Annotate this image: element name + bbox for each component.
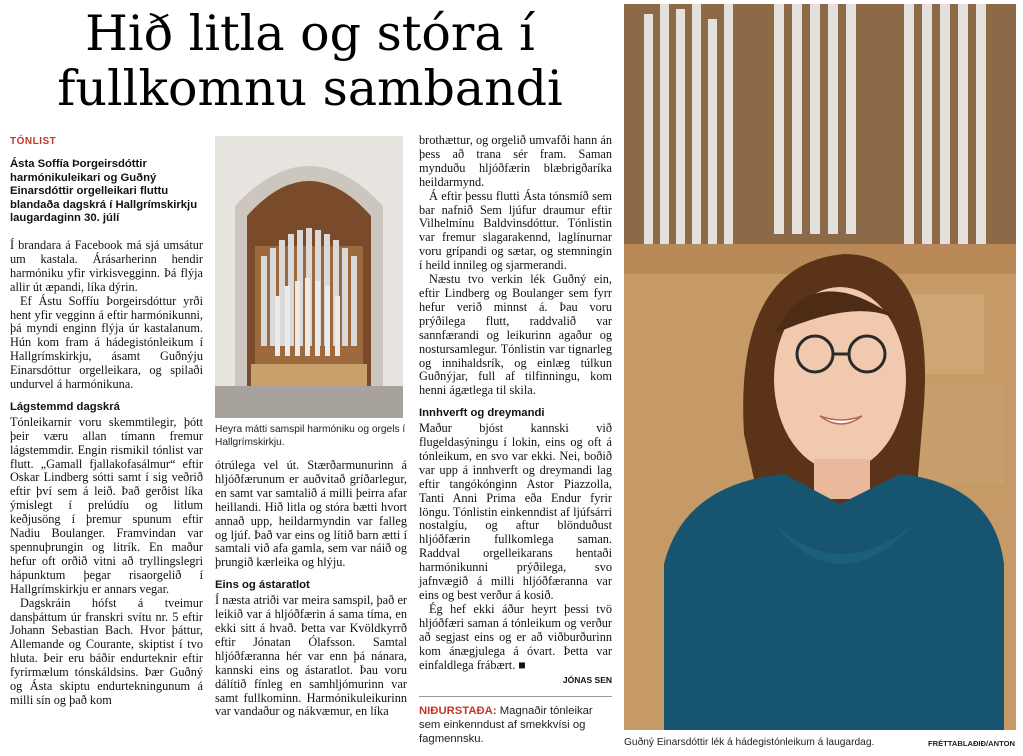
portrait-illustration <box>624 4 1016 730</box>
paragraph: Dagskráin hófst á tveimur dansþáttum úr franskri svítu nr. 5 eftir Johann Sebastian Bach. Hvor þáttur, Allemande og Courante, skiptist í tvo hluta. Þeir eru báðir endurteknir eftir fyrirmælum tónskáldsins. Þær Guðný og Ásta skiptu endurtekningunum á milli sín og það kom <box>10 595 203 707</box>
photo-credit: FRÉTTABLAÐIÐ/ANTON <box>927 739 1015 748</box>
paragraph: Ég hef ekki áður heyrt þessi tvö hljóðfæri saman á tónleikum og verður að segjast eins og er að viðburðurinn kom ánægjulega á óvart. Þetta var einfaldlega frábært. ■ <box>419 601 612 672</box>
column-1 <box>10 158 203 708</box>
portrait-photo <box>624 4 1016 730</box>
paragraph: Í næsta atriði var meira samspil, það er leikið var á hljóðfærin á sama tíma, en ekki sitt á hvað. Þetta var Kvöldkyrrð eftir Jónatan Ólafsson. Samtal hljóðfæranna hér var enn þá nánara, kannski eins og ástaratlot. Þau voru dálítið fínleg en samhljómurinn var samt fullkominn. Harmónikuleikurinn var vandaður og nákvæmur, en líka <box>215 593 407 719</box>
lead-paragraph: Ásta Soffía Þorgeirsdóttir harmónikuleikari og Guðný Einarsdóttir orgelleikari fluttu blandaða dagskrá í Hallgrímskirkju laugardaginn 30. júlí <box>10 158 198 225</box>
subheading: Innhverft og dreymandi <box>419 407 545 420</box>
paragraph: Í brandara á Facebook má sjá umsátur um kastala. Árásarherinn hendir harmóniku yfir virkisvegginn. Þá flýja allir út æpandi, líka dýrin. <box>10 237 203 294</box>
organ-photo <box>215 136 403 418</box>
paragraph: Á eftir þessu flutti Ásta tónsmíð sem bar nafnið Sem ljúfur draumur eftir Vilhelmínu Baldvinsdóttur. Tónlistin var fremur slagarakennd, laglínurnar voru grípandi og sætar, og stemningin í heild innileg og sjarmerandi. <box>419 188 612 273</box>
photo-caption: Heyra mátti samspil harmóniku og orgels í Hallgrímskirkju. <box>215 424 406 448</box>
organ-illustration <box>215 136 403 418</box>
verdict-box <box>419 704 612 746</box>
portrait-caption: Guðný Einarsdóttir lék á hádegistónleikum á laugardag. <box>624 737 875 748</box>
subheading: Lágstemmd dagskrá <box>10 400 120 413</box>
headline: Hið litla og stóra í fullkomnu sambandi <box>57 5 563 117</box>
column-3 <box>419 134 612 688</box>
paragraph: ótrúlega vel út. Stærðarmunurinn á hljóðfærunum er auðvitað gríðarlegur, en samt var samtalið á milli þeirra afar heillandi. Hið litla og stóra bætti hvort annað upp, heildarmyndin var falleg og ljúf. Það var eins og lítið barn ætti í samtali við afa gamla, sem var náið og þrungið kærleika og hlýju. <box>215 458 407 570</box>
subheading: Eins og ástaratlot <box>215 579 310 592</box>
paragraph: Næstu tvo verkin lék Guðný ein, eftir Lindberg og Boulanger sem fyrr hefur verið minnst á. Þau voru prýðilega flutt, raddvalið var sannfærandi og leikurinn agaður og nostursamlegur. Tónlistin var tignarleg og innihaldsrík, og einlæg túlkun Guðnýjar, full af tilfinningu, kom henni ágætlega til skila. <box>419 272 612 398</box>
section-label: TÓNLIST <box>10 136 57 147</box>
verdict-text: Magnaðir tónleikar sem einkenndust af smekkvísi og fagmennsku. <box>419 705 593 745</box>
paragraph: Tónleikarnir voru skemmtilegir, þótt þeir væru allan tímann fremur lágstemmdir. Engin rismikil tónlist var flutt. „Gamall fjallakofasálmur“ eftir Oskar Lindberg sótti samt í sig veðrið eftir því sem á leið. Það gerðist líka ýmislegt í prelúdíu og litlum keðjusöng í þremur spunum eftir Nadiu Boulanger. Framvindan var spennuþrungin og litrík. En maður hefur oft orðið vitni að tryllingslegri hápunktum þegar risaorgelið í Hallgrímskirkju er annars vegar. <box>10 414 203 596</box>
paragraph: Maður bjóst kannski við flugeldasýningu í lokin, eins og oft á tónleikum, en svo var ekki. Nei, boðið var upp á innhverft og dreymandi lag eftir tangókónginn Astor Piazzolla, Tanti Anni Prima eða Endur fyrir löngu. Tónlistin einkenndist af ljúfsárri nostalgíu, og aftur blönduðust hljóðfærin fullkomlega saman. Raddval orgelleikarans hentaði harmónikunni prýðilega, svo jafnvægið á milli hljóðfæranna var eins og best verður á kosið. <box>419 421 612 602</box>
column-2 <box>215 459 407 719</box>
verdict-label: NIÐURSTAÐA: <box>419 705 497 717</box>
author-byline: JÓNAS SEN <box>562 675 612 686</box>
paragraph: Ef Ástu Soffíu Þorgeirsdóttur yrði hent yfir vegginn á eftir harmónikunni, þá myndi enginn flýja úr kastalanum. Hún kom fram á hádegistónleikum í Hallgrímskirkju, ásamt Guðnýju Einarsdóttur orgelleikara, og spilaði undurvel á harmónikuna. <box>10 293 203 392</box>
divider <box>419 696 612 697</box>
paragraph: brothættur, og orgelið umvafði hann án þess að trana sér fram. Saman mynduðu hljóðfærin blæbrigðaríka heildarmynd. <box>419 133 612 189</box>
